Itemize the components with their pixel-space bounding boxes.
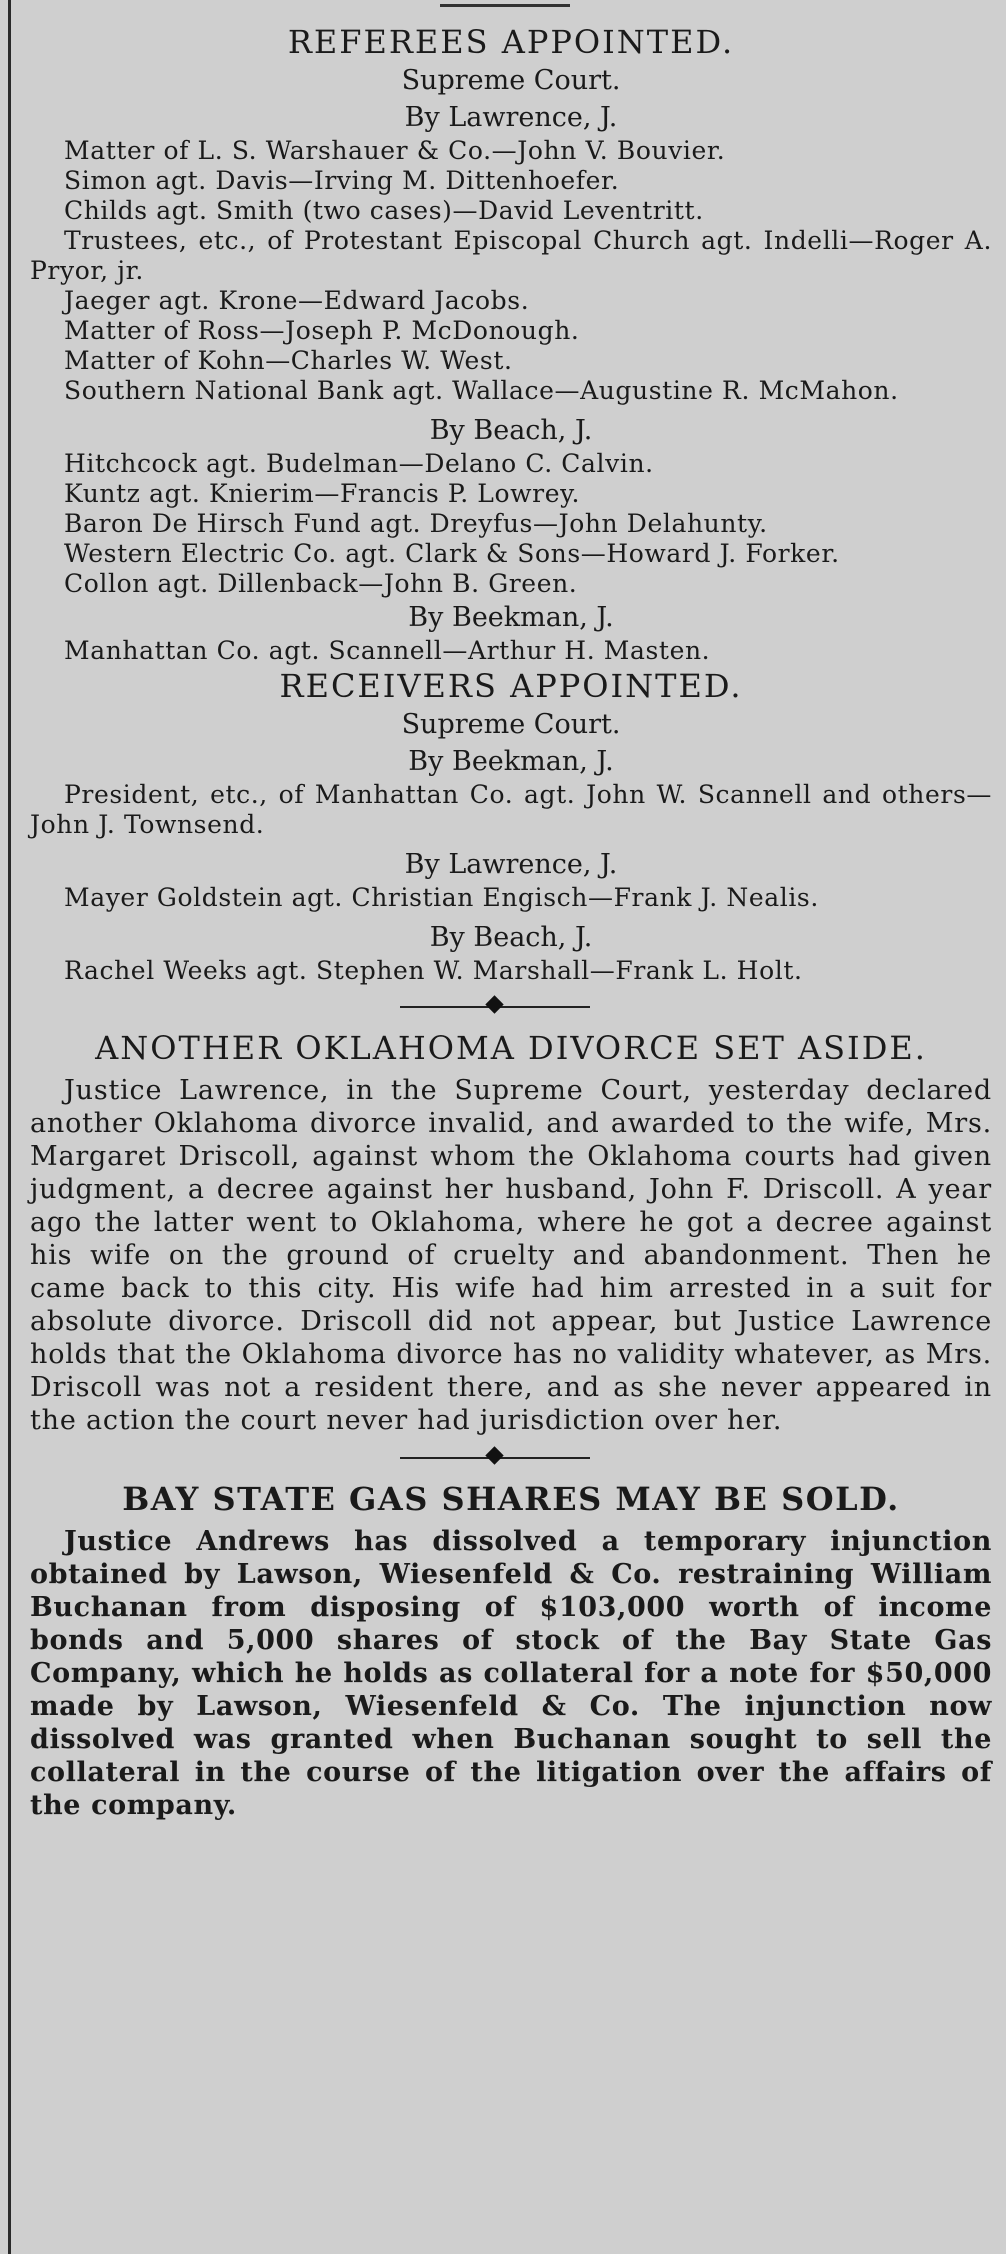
referees-section [30,22,992,666]
article-body: Justice Andrews has dissolved a temporary injunction obtained by Lawson, Wiesenfeld & Co. restraining William Buchanan from disposing of $103,000 worth of income bonds and 5,000 shares of stock of the Bay State Gas Company, which he holds as collateral for a note for $50,000 made by Lawson, Wiesenfeld & Co. The injunction now dissolved was granted when Buchanan sought to sell the collateral in the course of the litigation over the affairs of the company. [30,1526,992,1821]
referees-heading: REFEREES APPOINTED. [287,23,735,61]
top-rule [440,4,570,7]
receivers-heading: RECEIVERS APPOINTED. [279,667,743,705]
article-headline: BAY STATE GAS SHARES MAY BE SOLD. [122,1480,900,1518]
judge-heading: By Beach, J. [429,922,593,953]
receivers-beekman-list [30,780,992,840]
list-item: Jaeger agt. Krone—Edward Jacobs. [64,286,530,315]
news-column [30,22,992,1822]
list-item: Western Electric Co. agt. Clark & Sons—Howard J. Forker. [64,539,840,568]
judge-heading: By Lawrence, J. [404,849,618,880]
list-item: Southern National Bank agt. Wallace—Augustine R. McMahon. [64,376,899,405]
list-item: President, etc., of Manhattan Co. agt. John W. Scannell and others—John J. Townsend. [30,780,992,839]
list-item: Kuntz agt. Knierim—Francis P. Lowrey. [64,479,581,508]
list-item: Manhattan Co. agt. Scannell—Arthur H. Masten. [64,636,711,665]
oklahoma-divorce-article [30,1028,992,1437]
judge-heading: By Lawrence, J. [404,102,618,133]
column-rule [8,0,11,2254]
referees-lawrence-list [30,136,992,406]
referees-court: Supreme Court. [401,65,621,96]
section-divider [30,992,992,1022]
receivers-section [30,666,992,986]
list-item: Mayer Goldstein agt. Christian Engisch—Frank J. Nealis. [64,883,819,912]
referees-beekman-list [30,636,992,666]
diamond-icon [485,995,503,1013]
bay-state-gas-article [30,1479,992,1822]
list-item: Childs agt. Smith (two cases)—David Leventritt. [64,196,704,225]
list-item: Baron De Hirsch Fund agt. Dreyfus—John Delahunty. [64,509,768,538]
list-item: Simon agt. Davis—Irving M. Dittenhoefer. [64,166,620,195]
judge-heading: By Beekman, J. [408,602,614,633]
list-item: Rachel Weeks agt. Stephen W. Marshall—Frank L. Holt. [64,956,803,985]
list-item: Hitchcock agt. Budelman—Delano C. Calvin. [64,449,654,478]
receivers-lawrence-list [30,883,992,913]
receivers-court: Supreme Court. [401,709,621,740]
article-body: Justice Lawrence, in the Supreme Court, yesterday declared another Oklahoma divorce invalid, and awarded to the wife, Mrs. Margaret Driscoll, against whom the Oklahoma courts had given judgment, a decree against her husband, John F. Driscoll. A year ago the latter went to Oklahoma, where he got a decree against his wife on the ground of cruelty and abandonment. Then he came back to this city. His wife had him arrested in a suit for absolute divorce. Driscoll did not appear, but Justice Lawrence holds that the Oklahoma divorce has no validity whatever, as Mrs. Driscoll was not a resident there, and as she never appeared in the action the court never had jurisdiction over her. [30,1075,992,1436]
section-divider [30,1443,992,1473]
judge-heading: By Beach, J. [429,415,593,446]
referees-beach-list [30,449,992,599]
list-item: Matter of L. S. Warshauer & Co.—John V. Bouvier. [64,136,726,165]
judge-heading: By Beekman, J. [408,746,614,777]
receivers-beach-list [30,956,992,986]
article-headline: ANOTHER OKLAHOMA DIVORCE SET ASIDE. [95,1029,927,1067]
list-item: Collon agt. Dillenback—John B. Green. [64,569,578,598]
list-item: Matter of Ross—Joseph P. McDonough. [64,316,580,345]
list-item: Trustees, etc., of Protestant Episcopal Church agt. Indelli—Roger A. Pryor, jr. [30,226,992,285]
diamond-icon [485,1446,503,1464]
list-item: Matter of Kohn—Charles W. West. [64,346,513,375]
